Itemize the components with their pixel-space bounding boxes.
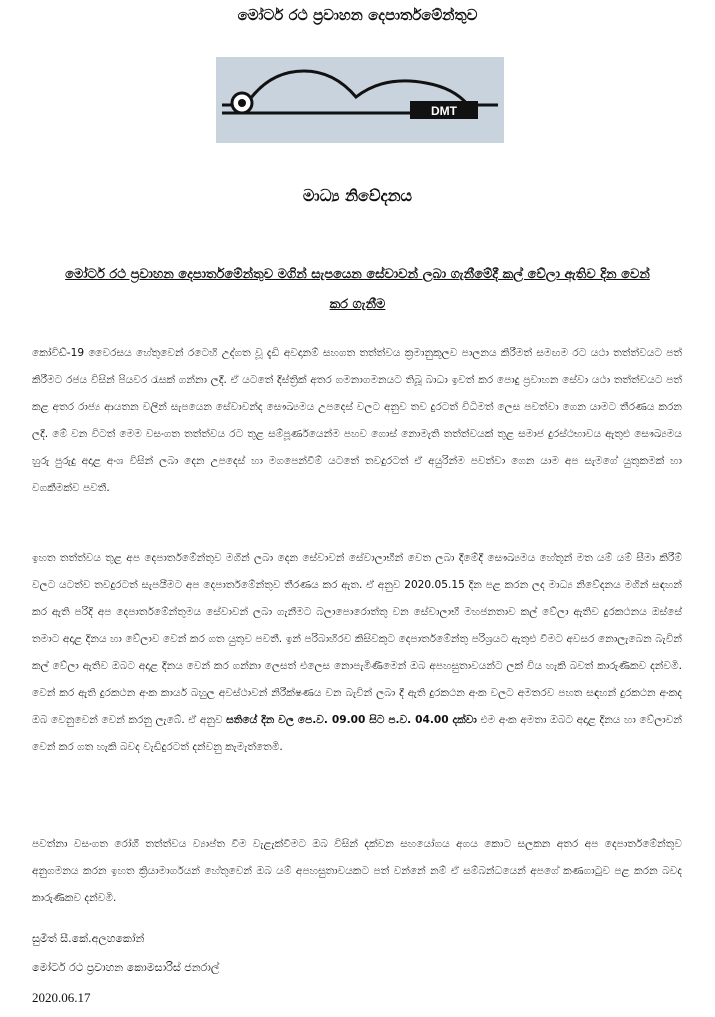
logo-text: DMT [431, 104, 457, 118]
signatory-position: මෝටර් රථ ප්‍රවාහන කොමසාරිස් ජනරාල් [32, 961, 220, 974]
paragraph-2-text-a: ඉහත තත්ත්වය තුළ අප දෙපාර්තමේන්තුව මගින් ලබා දෙන සේවාවන් සේවාලාභීන් වෙත ලබා දීමේදී සෞඛ්‍යමය හේතූන් මත යම් යම් සීමා කිරීම් වලට යටත්ව තවදුරටත් සැපයීමට අප දෙපාර්තමේන්තුව තීරණය කර ඇත. ඒ අනුව 2020.05.15 දින පළ කරන ලද මාධ්‍ය නිවේදනය මගින් සඳහන් කර ඇති පරිදි අප දෙපාර්තමේන්තුමය සේවාවන් ලබා ගැනීමට බලාපොරොත්තු වන සේවාලාභී මහජනතාව කල් වේලා ඇතිව දුරකථනය ඔස්සේ තමාට අදාළ දිනය හා වේලාව වෙන් කර ගත යුතුව පවතී. ඉන් පරිබාහිරව කිසිවකුට දෙපාර්තමේන්තු පරිශ්‍රයට ඇතුළු වීමට අවසර නොලැබෙන බැවින් කල් වේලා ඇතිව ඔබට අදාළ දිනය වෙන් කර ගන්නා ලෙසත් එලෙස නොපැමිණීමෙන් ඔබ අපහසුතාවයන්ට ලක් විය හැකි බවත් කාරුණිකව දන්වමි. වෙන් කර ඇති දුරකථන අංක කාර්ය බහුල අවස්ථාවන් නිරීක්ෂණය වන බැවින් ලබා දී ඇති දුරකථන අංක වලට අමතරව පහත සඳහන් දුරකථන අංකද ඔබ වෙනුවෙන් වෙන් කරනු ලැබේ. ඒ අනුව [32, 552, 682, 726]
paragraph-1: කෝවිඩ්-19 වෛරසය හේතුවෙන් රටෙහි උද්ගත වූ දැඩි අවදානම් සහගත තත්ත්වය ක්‍රමානුකූලව පාලනය කිරීමත් සමඟම රට යථා තත්ත්වයට පත් කිරීමට රජය විසින් පියවර රැසක් ගන්නා ලදී. ඒ යටතේ දිස්ත්‍රික් අතර ගමනාගමනයට තිබූ බාධා ඉවත් කර පොදු ප්‍රවාහන සේවා යථා තත්ත්වයට පත් කළ අතර රාජ්‍ය ආයතන වලින් සැපයෙන සේවාවන්ද සෞඛ්‍යමය උපදෙස් වලට අනුව තව දුරටත් විධිමත් ලෙස පවත්වා ගෙන යාමට තීරණය කරන ලදී. මේ වන විටත් මෙම වසංගත තත්ත්වය රට තුළ සම්පූර්ණයෙන්ම පහව ගොස් නොමැති තත්ත්වයක් තුළ සමාජ දුරස්ථභාවය ඇතුළු සෞඛ්‍යමය හුරු පුරුදු අදාළ අංශ විසින් ලබා දෙන උපදෙස් හා මගපෙන්වීම් යටතේ තවදුරටත් ඒ අයුරින්ම පවත්වා ගෙන යාම අප සැමගේ යුතුකමක් හා වගකීමක්ව පවතී. [32, 347, 682, 494]
paragraph-2-text-b: එම අංක අමතා ඔබට අදාළ දිනය හා වේලාවන් වෙන් කර ගත හැකි බවද වැඩිදුරටත් දන්වනු කැමැත්තෙමි. [32, 714, 682, 753]
paragraph-3: පවත්නා වසංගත රෝගී තත්ත්වය ව්‍යාප්ත වීම වැළැක්වීමට ඔබ විසින් දක්වන සහයෝගය අගය කොට සලකන අතර අප දෙපාර්තමේන්තුව අනුගමනය කරන ඉහත ක්‍රියාමාර්ගයන් හේතුවෙන් ඔබ යම් අපහසුතාවයකට පත් වන්නේ නම් ඒ සම්බන්ධයෙන් අපගේ කණගාටුව පළ කරන බවද කාරුණිකව දන්වමි. [32, 838, 682, 904]
paragraph-2-hours: සතියේ දින වල පෙ.ව. 09.00 සිට ප.ව. 04.00 දක්වා [226, 714, 477, 726]
dmt-logo [216, 57, 504, 143]
department-header: මෝටර් රථ ප්‍රවාහන දෙපාර්තමේන්තුව [237, 6, 478, 24]
signatory-name: සුමිත් සී.කේ.අලහකෝන් [32, 932, 145, 945]
dmt-logo-graphic [216, 57, 504, 143]
page-title: මාධ්‍ය නිවේදනය [302, 186, 413, 205]
paragraph-2 [32, 545, 682, 761]
subject-heading: මෝටර් රථ ප්‍රවාහන දෙපාර්තමේන්තුව මගින් සැපයෙන සේවාවන් ලබා ගැනීමේදී කල් වේලා ඇතිව දින වෙන් කර ගැනීම [65, 267, 650, 312]
release-date: 2020.06.17 [32, 990, 91, 1005]
